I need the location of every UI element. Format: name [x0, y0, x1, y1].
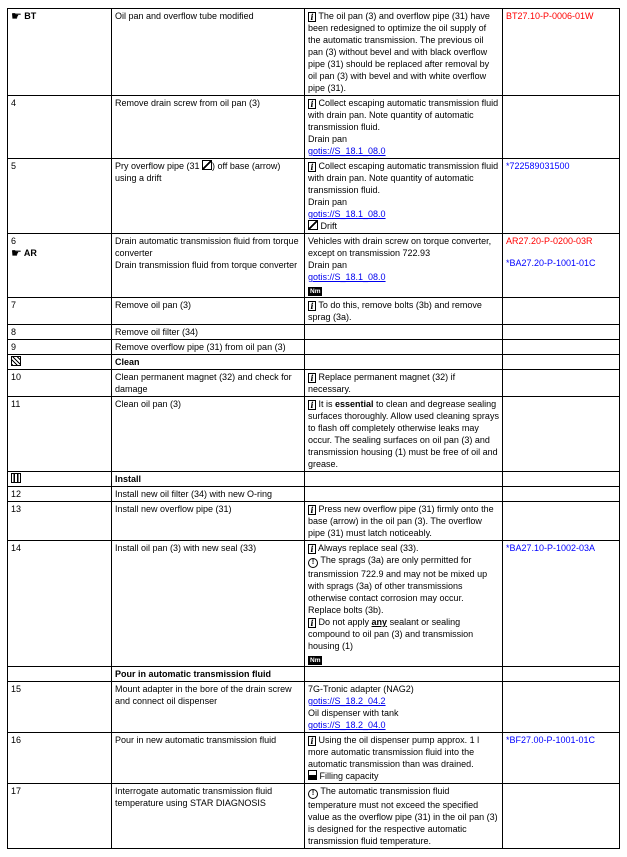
text: Vehicles with drain screw on torque converter, except on transmission 722.93 [308, 236, 494, 258]
table-row [8, 733, 620, 784]
reference-code[interactable]: *BF27.00-P-1001-01C [506, 735, 596, 745]
table-row [8, 159, 620, 234]
text: Oil pan and overflow tube modified [115, 11, 254, 21]
pointing-hand-icon: ☛ [11, 246, 22, 260]
warning-note-icon: ! [308, 789, 318, 799]
info-cell [305, 784, 503, 849]
bold-underline-text: any [371, 617, 388, 627]
info-cell [305, 340, 503, 355]
code-cell [503, 340, 620, 355]
info-cell [305, 234, 503, 298]
description-cell [112, 667, 305, 682]
code-cell [503, 733, 620, 784]
text: It is [316, 399, 336, 409]
info-note-icon: i [308, 162, 316, 172]
info-cell [305, 541, 503, 667]
procedure-table-body [8, 9, 620, 849]
text: 11 [11, 399, 21, 409]
procedure-table [7, 8, 620, 849]
code-cell [503, 487, 620, 502]
info-cell [305, 487, 503, 502]
description-cell [112, 355, 305, 370]
table-row [8, 682, 620, 733]
description-cell [112, 159, 305, 234]
info-note-icon: i [308, 544, 316, 554]
text: 15 [11, 684, 22, 694]
text: Using the oil dispenser pump approx. 1 l more automatic transmission fluid into the automatic transmission than was drained. [308, 735, 482, 769]
step-cell [8, 472, 112, 487]
text: 7G-Tronic adapter (NAG2) [308, 684, 414, 694]
code-cell [503, 502, 620, 541]
table-row [8, 96, 620, 159]
code-cell [503, 9, 620, 96]
code-cell [503, 784, 620, 849]
info-note-icon: i [308, 618, 316, 628]
special-tool-icon [202, 160, 212, 170]
code-cell [503, 682, 620, 733]
bold-text: AR [21, 248, 37, 258]
text: Press new overflow pipe (31) firmly onto the base (arrow) in the oil pan (3). The overflow pipe (31) must latch noticeably. [308, 504, 497, 538]
torque-spec-icon: Nm [310, 657, 321, 664]
text: Pry overflow pipe (31 [115, 161, 203, 171]
info-cell [305, 397, 503, 472]
description-cell [112, 397, 305, 472]
text: Do not apply [316, 617, 372, 627]
step-cell [8, 682, 112, 733]
table-row [8, 355, 620, 370]
gotis-link[interactable]: gotis://S_18.1_08.0 [308, 272, 386, 282]
info-cell [305, 96, 503, 159]
step-cell [8, 370, 112, 397]
table-row [8, 298, 620, 325]
code-cell [503, 472, 620, 487]
code-cell [503, 667, 620, 682]
info-note-icon: i [308, 505, 316, 515]
info-cell [305, 159, 503, 234]
table-row [8, 9, 620, 96]
table-row [8, 397, 620, 472]
step-cell [8, 325, 112, 340]
info-note-icon: i [308, 373, 316, 383]
info-note-icon: i [308, 99, 316, 109]
description-cell [112, 340, 305, 355]
text: Install new oil filter (34) with new O-ring [115, 489, 273, 499]
code-cell [503, 159, 620, 234]
info-cell [305, 298, 503, 325]
text: Replace permanent magnet (32) if necessary. [308, 372, 458, 394]
info-cell [305, 733, 503, 784]
pointing-hand-icon: ☛ [11, 9, 22, 23]
text: The oil pan (3) and overflow pipe (31) have been redesigned to optimize the oil supply of the automatic transmission. The previous oil pan (3) without bevel and with black overflow pipe (31) should be replaced after removal by oil pan (3) with bevel and with white overflow pipe (31). [308, 11, 493, 93]
step-cell [8, 541, 112, 667]
description-cell [112, 9, 305, 96]
text: 17 [11, 786, 22, 796]
text: To do this, remove bolts (3b) and remove sprag (3a). [308, 300, 485, 322]
code-cell [503, 298, 620, 325]
torque-spec-icon: Nm [310, 288, 321, 295]
clean-section-icon [11, 356, 21, 366]
step-cell [8, 159, 112, 234]
description-cell [112, 502, 305, 541]
text: Filling capacity [317, 771, 379, 781]
text: Clean permanent magnet (32) and check for damage [115, 372, 295, 394]
info-note-icon: i [308, 736, 316, 746]
gotis-link[interactable]: gotis://S_18.1_08.0 [308, 146, 386, 156]
table-row [8, 370, 620, 397]
bold-text: Install [115, 474, 142, 484]
step-cell [8, 9, 112, 96]
text: 7 [11, 300, 17, 310]
text: 5 [11, 161, 17, 171]
text: Drain transmission fluid from torque converter [115, 260, 298, 270]
text: Remove oil pan (3) [115, 300, 192, 310]
gotis-link[interactable]: gotis://S_18.2_04.2 [308, 696, 386, 706]
description-cell [112, 784, 305, 849]
text: Drain pan [308, 260, 348, 270]
step-cell [8, 733, 112, 784]
text: 16 [11, 735, 22, 745]
text: Collect escaping automatic transmission fluid with drain pan. Note quantity of automatic transmission fluid. [308, 161, 501, 195]
text: Always replace seal (33). [316, 543, 419, 553]
bold-text: essential [335, 399, 374, 409]
text: Remove overflow pipe (31) from oil pan (3) [115, 342, 286, 352]
table-row [8, 667, 620, 682]
text: Interrogate automatic transmission fluid temperature using STAR DIAGNOSIS [115, 786, 275, 808]
info-cell [305, 9, 503, 96]
text: 4 [11, 98, 17, 108]
table-row [8, 340, 620, 355]
text: 12 [11, 489, 22, 499]
reference-code[interactable]: *722589031500 [506, 161, 570, 171]
special-tool-icon [308, 220, 318, 230]
text: Clean oil pan (3) [115, 399, 182, 409]
text: Collect escaping automatic transmission fluid with drain pan. Note quantity of automatic transmission fluid. [308, 98, 501, 132]
table-row [8, 502, 620, 541]
text: sealant or sealing compound to oil pan (3) and transmission housing (1) [308, 617, 476, 651]
table-row [8, 487, 620, 502]
text: Drift [318, 221, 337, 231]
code-cell [503, 541, 620, 667]
step-cell [8, 487, 112, 502]
code-cell [503, 325, 620, 340]
info-cell [305, 667, 503, 682]
text: Mount adapter in the bore of the drain screw and connect oil dispenser [115, 684, 295, 706]
description-cell [112, 234, 305, 298]
info-cell [305, 325, 503, 340]
bold-text: Clean [115, 357, 140, 367]
text: Remove drain screw from oil pan (3) [115, 98, 261, 108]
text: 6 [11, 236, 17, 246]
bold-text: BT [21, 11, 37, 21]
info-note-icon: i [308, 301, 316, 311]
reference-code[interactable]: *BA27.20-P-1001-01C [506, 258, 596, 268]
info-cell [305, 682, 503, 733]
text: The sprags (3a) are only permitted for transmission 722.9 and may not be mixed up with sprags (3a) of other transmissions otherwise contact corrosion may occur. Replace bolts (3b). [308, 555, 490, 615]
code-cell [503, 96, 620, 159]
step-cell [8, 667, 112, 682]
info-cell [305, 355, 503, 370]
text: The automatic transmission fluid temperature must not exceed the specified value as the overflow pipe (31) in the oil pan (3) is designed for the respective automatic transmission fluid temperature. [308, 786, 501, 846]
bold-text: Pour in automatic transmission fluid [115, 669, 272, 679]
info-cell [305, 472, 503, 487]
text: Drain automatic transmission fluid from torque converter [115, 236, 302, 258]
document-code: BT27.10-P-0006-01W [506, 11, 594, 21]
document-code: AR27.20-P-0200-03R [506, 236, 593, 246]
table-row [8, 541, 620, 667]
text: 10 [11, 372, 22, 382]
step-cell [8, 340, 112, 355]
text: to clean and degrease sealing surfaces thoroughly. Allow used cleaning sprays to flash off completely otherwise leaks may occur. The sealing surfaces on oil pan (3) and transmission housing (1) must be free of oil and grease. [308, 399, 502, 469]
install-section-icon [11, 473, 21, 483]
code-cell [503, 370, 620, 397]
step-cell [8, 298, 112, 325]
description-cell [112, 298, 305, 325]
text: 13 [11, 504, 22, 514]
filling-capacity-icon [308, 770, 317, 780]
step-cell [8, 502, 112, 541]
description-cell [112, 370, 305, 397]
info-note-icon: i [308, 400, 316, 410]
step-cell [8, 96, 112, 159]
text: 8 [11, 327, 17, 337]
step-cell [8, 784, 112, 849]
description-cell [112, 325, 305, 340]
text: 14 [11, 543, 22, 553]
table-row [8, 784, 620, 849]
table-row [8, 325, 620, 340]
text: ) off base (arrow) using a drift [115, 161, 283, 183]
text: Drain pan [308, 134, 348, 144]
text: Install new overflow pipe (31) [115, 504, 232, 514]
info-note-icon: i [308, 12, 316, 22]
text: 9 [11, 342, 17, 352]
description-cell [112, 682, 305, 733]
gotis-link[interactable]: gotis://S_18.2_04.0 [308, 720, 386, 730]
description-cell [112, 96, 305, 159]
text: Install oil pan (3) with new seal (33) [115, 543, 257, 553]
text: Oil dispenser with tank [308, 708, 399, 718]
gotis-link[interactable]: gotis://S_18.1_08.0 [308, 209, 386, 219]
text: Pour in new automatic transmission fluid [115, 735, 277, 745]
step-cell [8, 234, 112, 298]
info-cell [305, 370, 503, 397]
table-row [8, 234, 620, 298]
description-cell [112, 733, 305, 784]
text: Remove oil filter (34) [115, 327, 199, 337]
step-cell [8, 355, 112, 370]
reference-code[interactable]: *BA27.10-P-1002-03A [506, 543, 596, 553]
table-row [8, 472, 620, 487]
description-cell [112, 541, 305, 667]
warning-note-icon: ! [308, 558, 318, 568]
info-cell [305, 502, 503, 541]
text: Drain pan [308, 197, 348, 207]
code-cell [503, 234, 620, 298]
code-cell [503, 355, 620, 370]
code-cell [503, 397, 620, 472]
description-cell [112, 472, 305, 487]
step-cell [8, 397, 112, 472]
description-cell [112, 487, 305, 502]
